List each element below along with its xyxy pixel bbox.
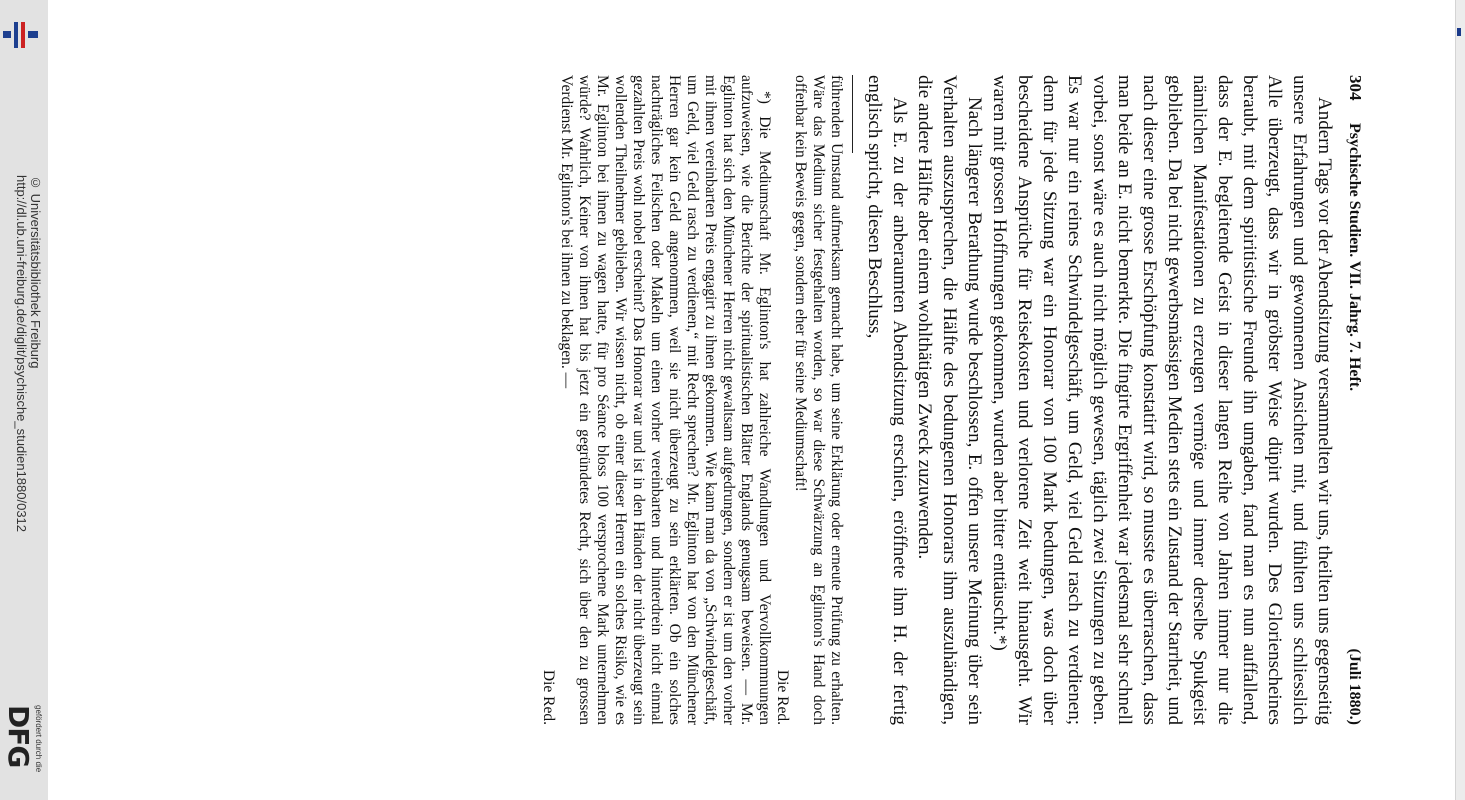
body-paragraph: Nach längerer Berathung wurde beschlossen, E. offen unsere Meinung über sein Verhalten auszusprechen, die Hälfte des bedungenen Honorars ihm auszuhändigen, die andere Hälfte aber einem wohlthätigen Zweck zuzuwenden. — [914, 75, 985, 725]
dfg-logo-text: DFG — [2, 705, 35, 768]
page-number: 304 — [1346, 75, 1365, 101]
body-paragraph: Als E. zu der anberaumten Abendsitzung erschien, eröffnete ihm H. der fertig englisch spricht, diesen Beschluss, — [864, 75, 910, 725]
adjacent-page-mark — [1457, 28, 1461, 36]
editor-signature: Die Red. — [540, 669, 557, 725]
footnote-separator — [852, 75, 853, 153]
scanned-page — [200, 0, 1455, 800]
running-title: Psychische Studien. VII. Jahrg. 7. Heft. — [1346, 123, 1363, 392]
attribution — [14, 175, 44, 615]
viewer-sidebar — [0, 0, 48, 800]
dfg-funding-note: gefördert durch die — [34, 705, 43, 773]
footnote: *) Die Mediumschaft Mr. Eglinton's hat zahlreiche Wandlungen und Vervollkommnungen aufzuweisen, wie die Berichte der spiritualistischen Blätter Englands genugsam beweisen. — Mr. Eglinton hat sich den Münchener Herren nicht gewaltsam aufgedrungen, sondern er ist um den vorher mit ihnen vereinbarten Preis engagirt zu ihnen gekommen. Wie kann man da von „Schwindelgeschäft, um Geld, viel Geld rasch zu verdienen,“ mit Recht sprechen? Mr. Eglinton hat von den Münchener Herren gar kein Geld angenommen, weil sie nicht überzeugt zu sein erklärten. Ob ein solches nachträgliches Feilschen oder Makeln um einen vorher vereinbarten und hinterdrein nicht einmal gezahlten Preis wohl nobel erscheint? Das Honorar war und ist in den Händen der nicht überzeugt sein wollenden Theilnehmer geblieben. Wir wissen nicht, ob einer dieser Herren ein solches Risiko, wie es Mr. Eglinton bei ihnen zu wagen hatte, für pro Séance bloss 100 versprochene Mark unternehmen würde? Wahrlich, Keiner von ihnen hat bis jetzt ein gegründetes Recht, sich über den zu grossen Verdienst Mr. Eglinton's bei ihnen zu beklagen. — — [558, 75, 773, 725]
adjacent-page-edge — [1455, 0, 1465, 800]
body-paragraph: Andern Tags vor der Abendsitzung versammelten wir uns, theilten uns gegenseitig unsere Erfahrungen und gewonnenen Ansichten mit, und fühlten uns schliesslich Alle überzeugt, dass wir in gröbster Weise düpirt wurden. Des Glorienscheines beraubt, mit dem spiritistische Freunde ihn umgaben, fand man es nun auffallend, dass der E. begleitende Geist in dieser langen Reihe von Jahren immer nur die nämlichen Manifestationen zu erzeugen vermöge und immer derselbe Spukgeist geblieben. Da bei nicht gewerbsmässigen Medien stets ein Zustand der Starrheit, und nach dieser eine grosse Erschöpfung konstatirt wird, so musste es überraschen, dass man beide an E. nicht bemerkte. Die fingirte Ergriffenheit war jedesmal sehr schnell vorbei, sonst wäre es auch nicht möglich gewesen, täglich zwei Sitzungen zu geben. Es war nur ein reines Schwindelgeschäft, um Geld, viel Geld rasch zu verdienen; denn für jede Sitzung war ein Honorar von 100 Mark bedungen, was doch über bescheidene Ansprüche für Reisekosten und verlorene Zeit weit hinausgeht. Wir waren mit grossen Hoffnungen gekommen, wurden aber bitter enttäuscht.*) — [989, 75, 1335, 725]
copyright-notice: © Universitätsbibliothek Freiburg — [28, 175, 43, 369]
issue-date: (Juli 1880.) — [1346, 648, 1363, 725]
rotated-page-content — [405, 75, 1365, 725]
document-url[interactable]: http://dl.ub.uni-freiburg.de/diglit/psychische_studien1880/0312 — [14, 175, 29, 533]
editor-signature: Die Red. — [774, 669, 791, 725]
page-header — [1345, 75, 1365, 725]
ub-freiburg-logo-icon — [0, 18, 42, 52]
dfg-logo — [2, 703, 46, 793]
footnote: führenden Umstand aufmerksam gemacht habe, um seine Erklärung oder erneute Prüfung zu erhalten. Wäre das Medium sicher festgehalten worden, so war diese Schwärzung an Eglinton's Hand doch offenbar kein Beweis gegen, sondern eher für seine Mediumschaft! — [792, 75, 845, 725]
